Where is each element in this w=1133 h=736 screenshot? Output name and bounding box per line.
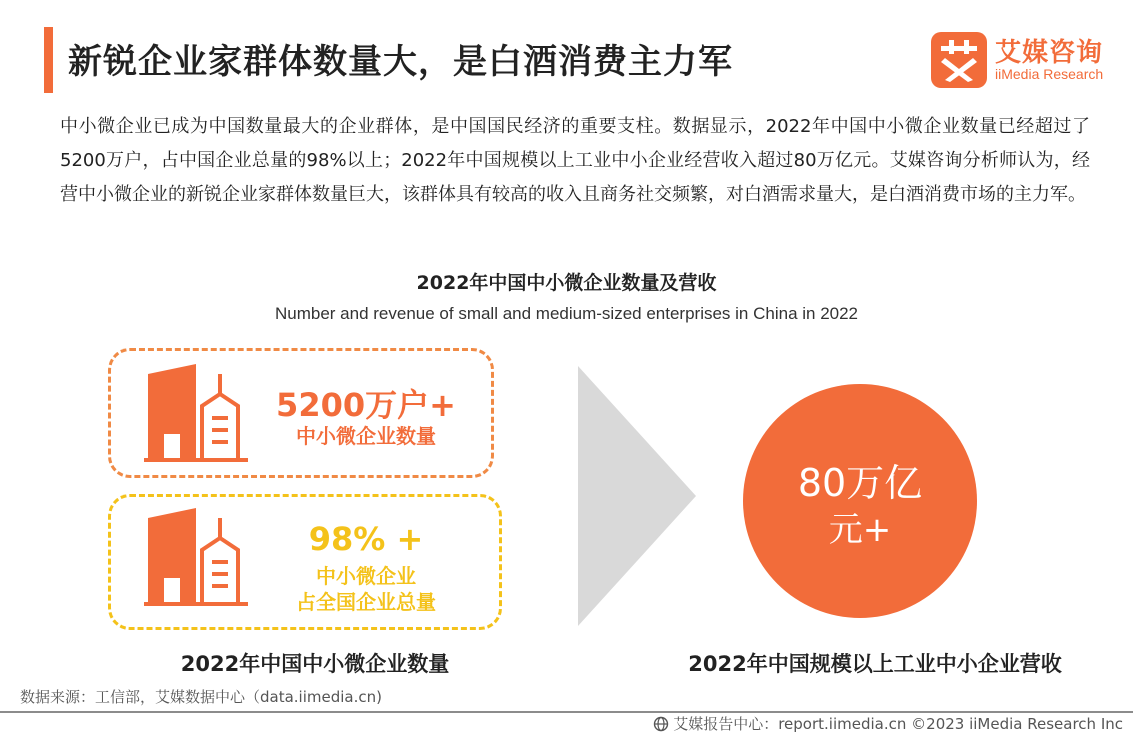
page-title: 新锐企业家群体数量大，是白酒消费主力军 [68, 42, 733, 82]
footer [653, 713, 1123, 734]
revenue-value-line2: 元+ [828, 510, 892, 550]
arrow-right-icon [578, 366, 698, 626]
logo-text-en: iiMedia Research [995, 66, 1104, 82]
building-icon [142, 506, 252, 608]
enterprise-count-label: 中小微企业数量 [296, 424, 436, 448]
enterprise-share-value: 98% + [308, 520, 424, 558]
caption-revenue: 2022年中国规模以上工业中小企业营收 [688, 652, 1062, 676]
body-paragraph: 中小微企业已成为中国数量最大的企业群体，是中国国民经济的重要支柱。数据显示，2022年中国中小微企业数量已经超过了5200万户，占中国企业总量的98%以上；2022年中国规模以上工业中小企业经营收入超过80万亿元。艾媒咨询分析师认为，经营中小微企业的新锐企业家群体数量巨大，该群体具有较高的收入且商务社交频繁，对白酒需求量大，是白酒消费市场的主力军。 [60, 116, 1090, 205]
brand-logo [931, 32, 1116, 88]
revenue-circle [743, 384, 977, 618]
enterprise-share-label-line2: 占全国企业总量 [296, 590, 436, 614]
iimedia-logo-icon [931, 32, 987, 88]
building-icon [142, 362, 252, 464]
infographic-title: 2022年中国中小微企业数量及营收 [416, 272, 717, 294]
footer-text: 艾媒报告中心：report.iimedia.cn ©2023 iiMedia Research Inc [673, 715, 1123, 733]
enterprise-count-value: 5200万户+ [276, 386, 456, 424]
enterprise-share-label-line1: 中小微企业 [316, 564, 416, 588]
globe-icon [653, 716, 669, 732]
caption-enterprise-count: 2022年中国中小微企业数量 [180, 652, 450, 676]
data-source-note: 数据来源：工信部，艾媒数据中心（data.iimedia.cn) [20, 688, 382, 706]
revenue-value-line1: 80万亿 [797, 461, 923, 505]
infographic-subtitle: Number and revenue of small and medium-sized enterprises in China in 2022 [274, 304, 859, 323]
logo-text-cn: 艾媒咨询 [995, 38, 1104, 68]
title-accent-bar [44, 27, 53, 93]
